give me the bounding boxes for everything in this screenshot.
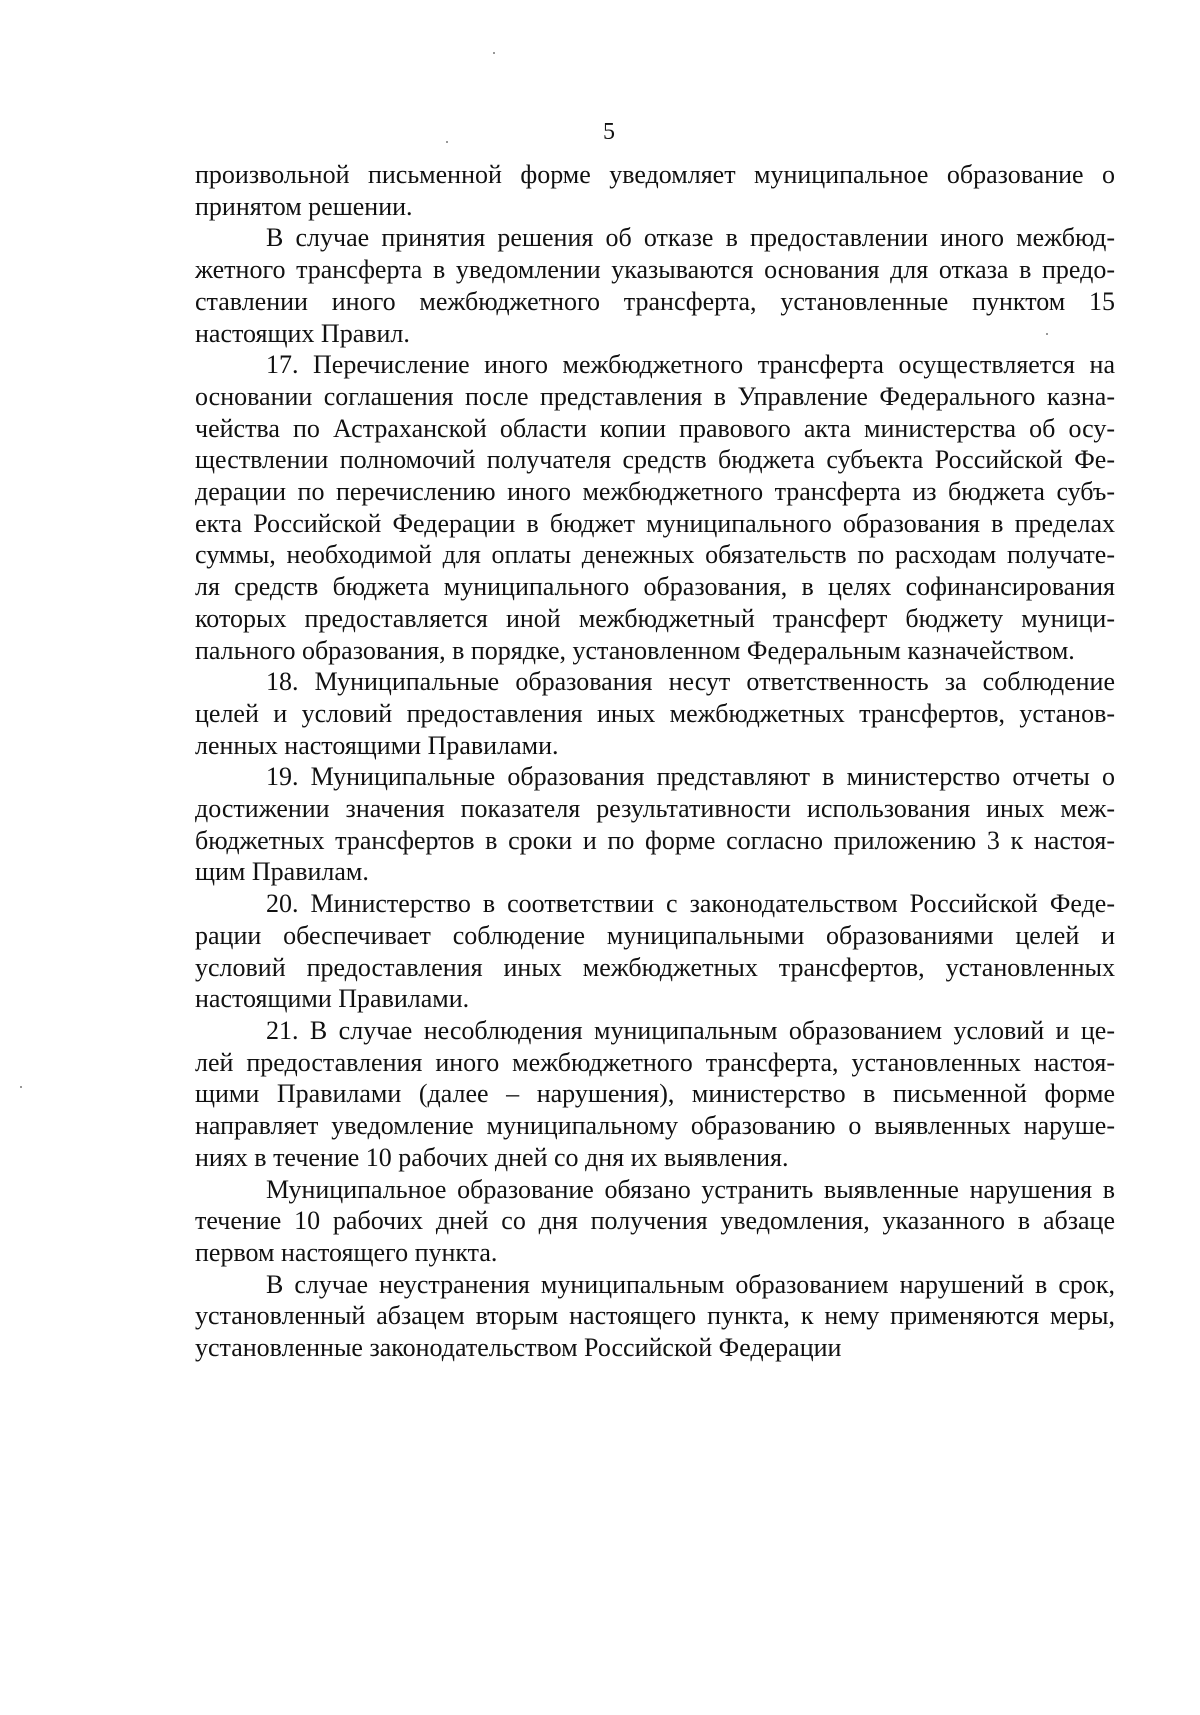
paragraph bbox=[195, 349, 1115, 666]
text-line: В случае принятия решения об отказе в предоставлении иного межбюд- bbox=[266, 223, 1115, 253]
paragraph bbox=[195, 1174, 1115, 1269]
text-line: настоящими Правилами. bbox=[195, 984, 470, 1014]
scan-speck bbox=[446, 141, 448, 143]
paragraph bbox=[195, 888, 1115, 1015]
text-line: лей предоставления иного межбюджетного трансферта, установленных настоя- bbox=[195, 1047, 1115, 1077]
paragraph bbox=[195, 222, 1115, 349]
text-line: принятом решении. bbox=[195, 191, 413, 221]
text-line: настоящих Правил. bbox=[195, 318, 410, 348]
text-line: ниях в течение 10 рабочих дней со дня их выявления. bbox=[195, 1142, 789, 1172]
text-line: екта Российской Федерации в бюджет муниципального образования в пределах bbox=[195, 508, 1115, 538]
text-line: пального образования, в порядке, установленном Федеральным казначейством. bbox=[195, 635, 1075, 665]
paragraph bbox=[195, 1015, 1115, 1174]
text-line: рации обеспечивает соблюдение муниципальными образованиями целей и bbox=[195, 920, 1115, 950]
scan-speck bbox=[493, 52, 495, 54]
text-line: жетного трансферта в уведомлении указываются основания для отказа в предо- bbox=[195, 255, 1115, 285]
text-line: направляет уведомление муниципальному образованию о выявленных наруше- bbox=[195, 1111, 1115, 1141]
text-line: бюджетных трансфертов в сроки и по форме согласно приложению 3 к настоя- bbox=[195, 825, 1115, 855]
text-line: чейства по Астраханской области копии правового акта министерства об осу- bbox=[195, 413, 1115, 443]
text-line: условий предоставления иных межбюджетных трансфертов, установленных bbox=[195, 952, 1115, 982]
text-line: дерации по перечислению иного межбюджетного трансферта из бюджета субъ- bbox=[195, 477, 1115, 507]
paragraph bbox=[195, 666, 1115, 761]
text-line: 21. В случае несоблюдения муниципальным образованием условий и це- bbox=[266, 1015, 1115, 1045]
text-line: ставлении иного межбюджетного трансферта, установленные пунктом 15 bbox=[195, 286, 1115, 316]
text-line: достижении значения показателя результативности использования иных меж- bbox=[195, 794, 1115, 824]
text-line: целей и условий предоставления иных межбюджетных трансфертов, установ- bbox=[195, 698, 1115, 728]
text-line: щим Правилам. bbox=[195, 857, 369, 887]
text-line: ленных настоящими Правилами. bbox=[195, 730, 559, 760]
scan-speck bbox=[1046, 333, 1048, 335]
text-line: произвольной письменной форме уведомляет муниципальное образование о bbox=[195, 160, 1115, 189]
text-line: 18. Муниципальные образования несут ответственность за соблюдение bbox=[266, 667, 1115, 697]
page-number: 5 bbox=[603, 119, 615, 145]
text-line: которых предоставляется иной межбюджетный трансферт бюджету муници- bbox=[195, 603, 1115, 633]
text-line: Муниципальное образование обязано устранить выявленные нарушения в bbox=[266, 1174, 1115, 1204]
text-line: установленный абзацем вторым настоящего пункта, к нему применяются меры, bbox=[195, 1301, 1115, 1331]
text-line: основании соглашения после представления в Управление Федерального казна- bbox=[195, 381, 1115, 411]
text-line: течение 10 рабочих дней со дня получения уведомления, указанного в абзаце bbox=[195, 1206, 1115, 1236]
paragraph bbox=[195, 159, 1115, 222]
document-body bbox=[195, 159, 1115, 1364]
text-line: 20. Министерство в соответствии с законодательством Российской Феде- bbox=[266, 889, 1115, 919]
text-line: 19. Муниципальные образования представляют в министерство отчеты о bbox=[266, 762, 1115, 792]
text-line: 17. Перечисление иного межбюджетного трансферта осуществляется на bbox=[266, 350, 1115, 380]
paragraph bbox=[195, 761, 1115, 888]
text-line: щими Правилами (далее – нарушения), министерство в письменной форме bbox=[195, 1079, 1115, 1109]
text-line: установленные законодательством Российской Федерации bbox=[195, 1333, 842, 1363]
scan-speck bbox=[20, 1086, 22, 1088]
text-line: суммы, необходимой для оплаты денежных обязательств по расходам получате- bbox=[195, 540, 1115, 570]
text-line: В случае неустранения муниципальным образованием нарушений в срок, bbox=[266, 1269, 1115, 1299]
text-line: ля средств бюджета муниципального образования, в целях софинансирования bbox=[195, 572, 1115, 602]
text-line: первом настоящего пункта. bbox=[195, 1237, 498, 1267]
paragraph bbox=[195, 1269, 1115, 1364]
text-line: ществлении полномочий получателя средств бюджета субъекта Российской Фе- bbox=[195, 445, 1115, 475]
